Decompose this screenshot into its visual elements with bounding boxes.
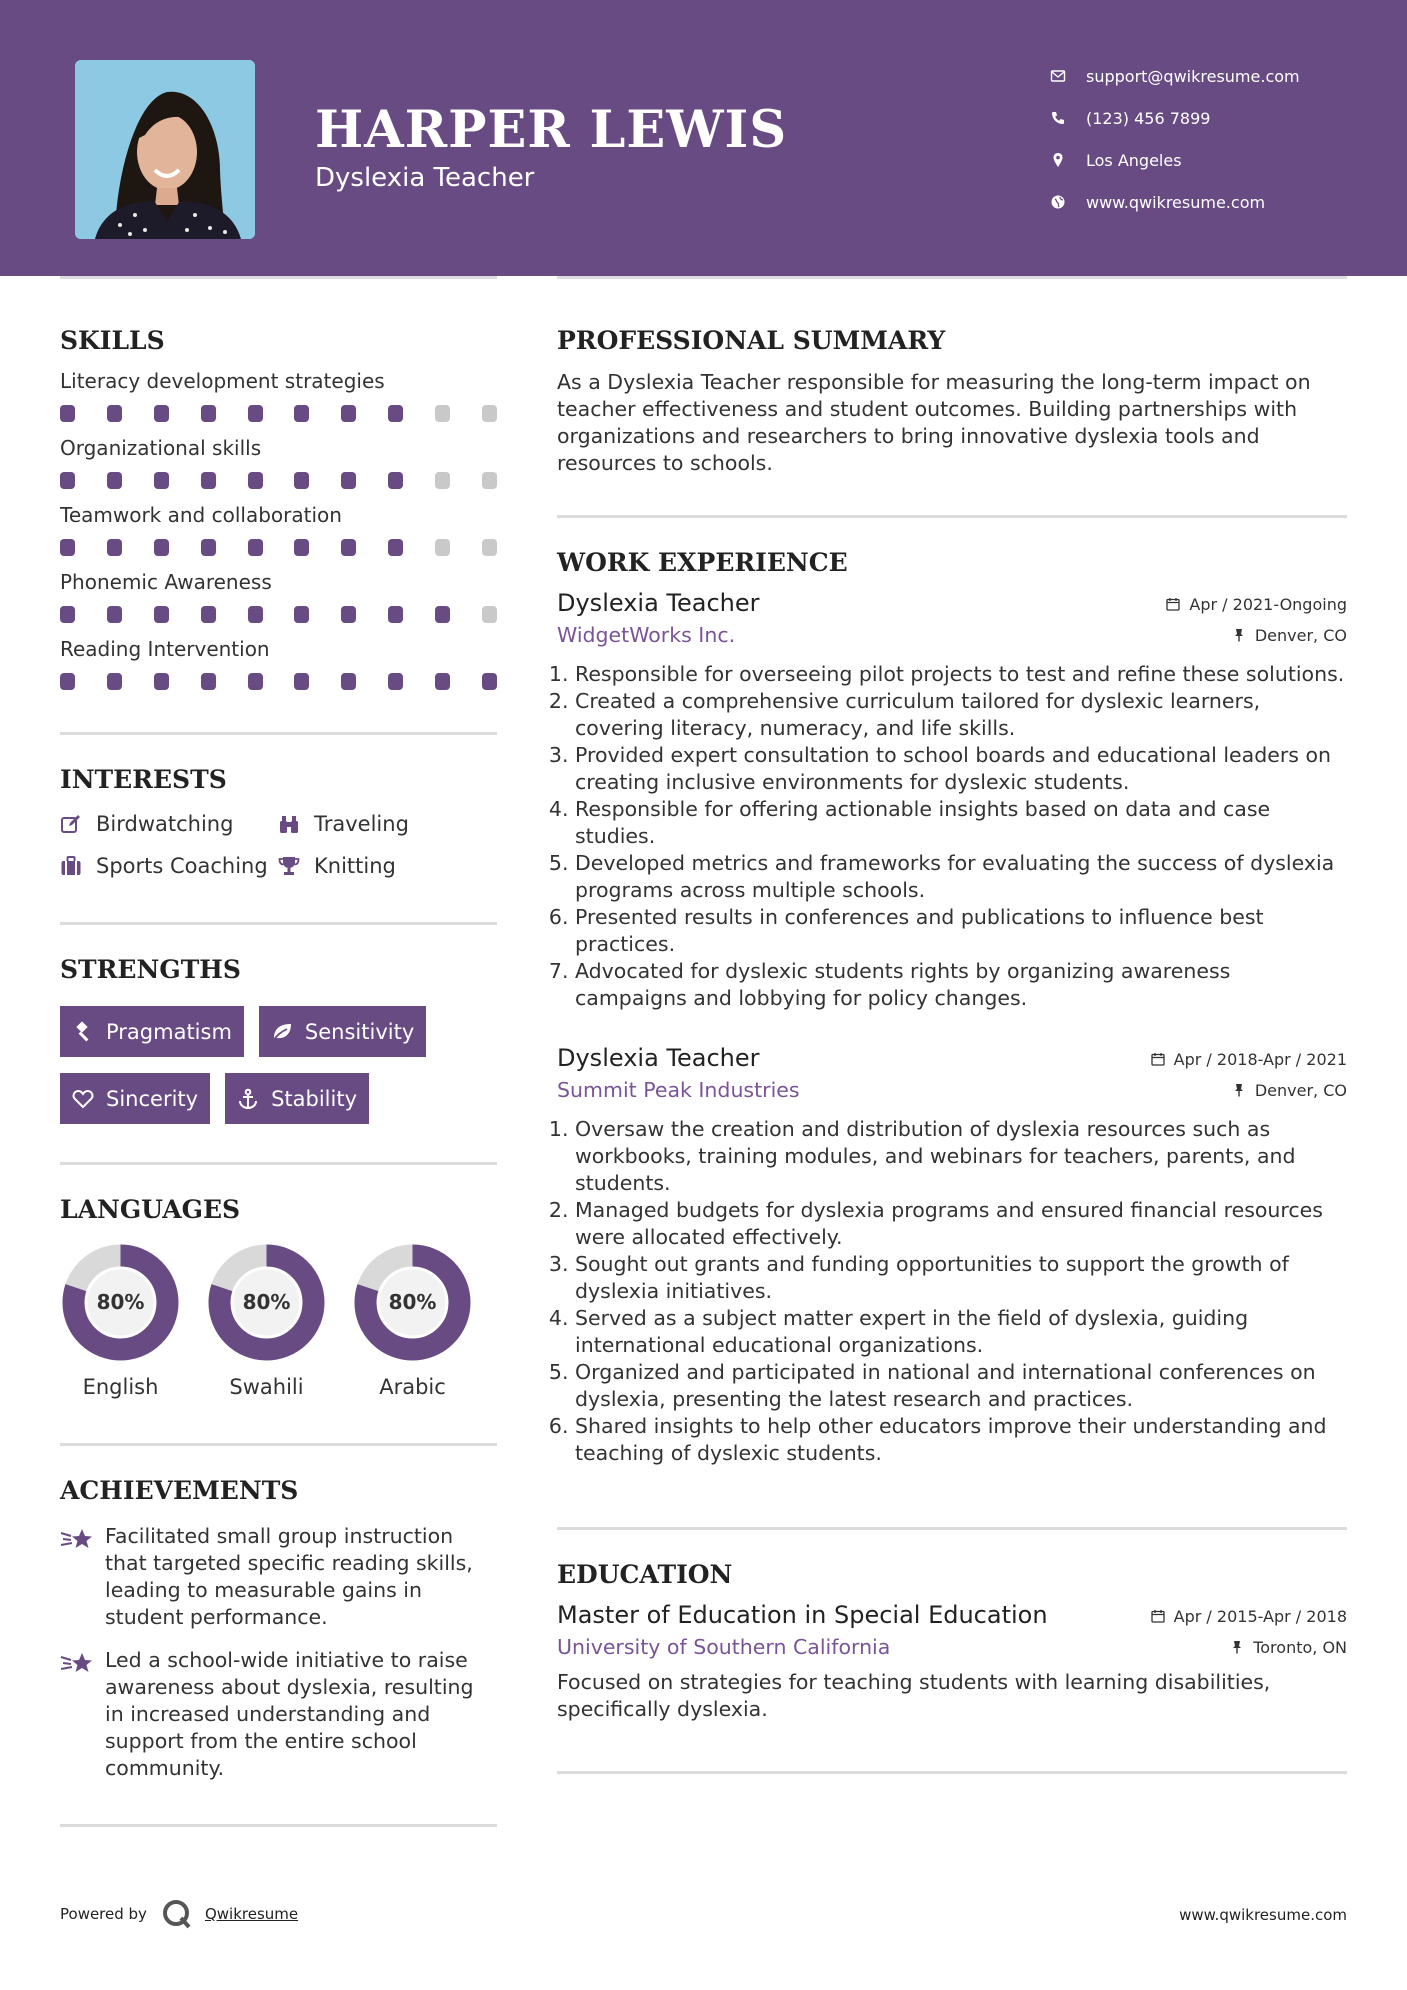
strengths-list bbox=[60, 1006, 480, 1124]
calendar-icon bbox=[1151, 1052, 1165, 1066]
skill-dot bbox=[294, 673, 309, 690]
job-head bbox=[557, 1044, 1347, 1072]
job-title: Dyslexia Teacher bbox=[557, 1044, 760, 1072]
divider bbox=[60, 1162, 497, 1165]
shooting-star-icon bbox=[60, 1523, 105, 1631]
job-duty: 6. Presented results in conferences and publications to influence best practices. bbox=[575, 904, 1347, 958]
strength-label: Sensitivity bbox=[304, 1019, 415, 1044]
skill-dot bbox=[341, 673, 356, 690]
skill-dot bbox=[201, 472, 216, 489]
skill-dot bbox=[60, 405, 75, 422]
skill-dot bbox=[60, 539, 75, 556]
divider bbox=[557, 1527, 1347, 1530]
skill-rating bbox=[60, 606, 497, 623]
skill-dot bbox=[154, 472, 169, 489]
summary-text: As a Dyslexia Teacher responsible for measuring the long-term impact on teacher effectiveness and student outcomes. Building partnerships with organizations and researchers to bring innovative dyslexia tools and resources to schools. bbox=[557, 370, 1311, 475]
interest-item bbox=[60, 854, 278, 878]
skill-dot bbox=[435, 405, 450, 422]
skill-dot bbox=[341, 539, 356, 556]
leaf-icon bbox=[271, 1021, 293, 1043]
envelope-icon bbox=[1050, 68, 1086, 84]
divider bbox=[60, 922, 497, 925]
achievements-title: ACHIEVEMENTS bbox=[60, 1476, 299, 1505]
shooting-star-icon bbox=[60, 1647, 105, 1782]
achievement-item bbox=[60, 1647, 497, 1782]
job-duty: 2. Created a comprehensive curriculum tailored for dyslexic learners, covering literacy, numeracy, and life skills. bbox=[575, 688, 1347, 742]
contact-phone[interactable] bbox=[1050, 97, 1300, 139]
skill-dot bbox=[248, 539, 263, 556]
job-duty: 6. Shared insights to help other educators improve their understanding and teaching of dyslexic students. bbox=[575, 1413, 1347, 1467]
candidate-role: Dyslexia Teacher bbox=[315, 163, 535, 193]
interest-label: Sports Coaching bbox=[96, 854, 268, 878]
contact-list bbox=[1050, 55, 1300, 223]
skill-dot bbox=[388, 539, 403, 556]
language-name: English bbox=[82, 1375, 159, 1399]
skill-dot bbox=[248, 472, 263, 489]
skill-rating bbox=[60, 539, 497, 556]
pushpin-icon bbox=[1230, 1640, 1244, 1654]
phone-icon bbox=[1050, 110, 1086, 126]
job-list bbox=[557, 589, 1347, 1467]
education-location-text: Toronto, ON bbox=[1253, 1637, 1347, 1657]
contact-location-text: Los Angeles bbox=[1086, 150, 1182, 170]
divider bbox=[60, 1443, 497, 1446]
job-duty: 3. Sought out grants and funding opportunities to support the growth of dyslexia initiatives. bbox=[575, 1251, 1347, 1305]
skill-dot bbox=[482, 539, 497, 556]
strength-label: Stability bbox=[271, 1086, 358, 1111]
strength-badge bbox=[225, 1073, 369, 1124]
divider bbox=[557, 1771, 1347, 1774]
skill-dot bbox=[435, 472, 450, 489]
skill-name: Literacy development strategies bbox=[60, 369, 385, 393]
skill-dot bbox=[388, 606, 403, 623]
footer-website[interactable]: www.qwikresume.com bbox=[1179, 1906, 1347, 1924]
language-percent: 80% bbox=[96, 1290, 145, 1314]
qwikresume-link[interactable]: Qwikresume bbox=[204, 1905, 299, 1923]
job-duties bbox=[557, 1116, 1347, 1467]
languages-section bbox=[60, 1195, 497, 1399]
skill-name: Teamwork and collaboration bbox=[60, 503, 342, 527]
skill-dot bbox=[60, 673, 75, 690]
divider bbox=[557, 515, 1347, 518]
contact-email[interactable] bbox=[1050, 55, 1300, 97]
skill-dot bbox=[248, 405, 263, 422]
skill-dot bbox=[154, 673, 169, 690]
strength-badge bbox=[259, 1006, 426, 1057]
skill-dot bbox=[248, 606, 263, 623]
job-duty: 5. Organized and participated in national and international conferences on dyslexia, presenting the latest research and practices. bbox=[575, 1359, 1347, 1413]
education-location bbox=[1230, 1638, 1347, 1657]
job-dates bbox=[1166, 595, 1347, 614]
skill-dot bbox=[107, 606, 122, 623]
contact-website-text: www.qwikresume.com bbox=[1086, 192, 1266, 212]
interest-item bbox=[278, 854, 478, 878]
job-subhead bbox=[557, 1078, 1347, 1102]
left-column bbox=[60, 276, 497, 1827]
languages-title: LANGUAGES bbox=[60, 1195, 241, 1224]
skill-dot bbox=[154, 606, 169, 623]
achievement-item bbox=[60, 1523, 497, 1631]
job-dates bbox=[1151, 1050, 1347, 1069]
qwikresume-logo-icon bbox=[161, 1898, 193, 1930]
skill-dot bbox=[201, 673, 216, 690]
interest-label: Knitting bbox=[314, 854, 396, 878]
job-dates-text: Apr / 2018-Apr / 2021 bbox=[1173, 1049, 1347, 1069]
skill-dot bbox=[107, 472, 122, 489]
job-duty: 7. Advocated for dyslexic students rights by organizing awareness campaigns and lobbying for policy changes. bbox=[575, 958, 1347, 1012]
job-company: WidgetWorks Inc. bbox=[557, 623, 736, 647]
job-duty: 2. Managed budgets for dyslexia programs and ensured financial resources were allocated effectively. bbox=[575, 1197, 1347, 1251]
skill-dot bbox=[107, 405, 122, 422]
skill-name: Phonemic Awareness bbox=[60, 570, 272, 594]
experience-section bbox=[557, 548, 1347, 1467]
divider bbox=[60, 1824, 497, 1827]
education-title: EDUCATION bbox=[557, 1560, 733, 1589]
education-school: University of Southern California bbox=[557, 1635, 891, 1659]
skill-dot bbox=[341, 472, 356, 489]
skill-dot bbox=[388, 405, 403, 422]
skill-dot bbox=[482, 472, 497, 489]
language-item bbox=[60, 1242, 181, 1399]
education-section bbox=[557, 1560, 1347, 1723]
pushpin-icon bbox=[1232, 628, 1246, 642]
contact-location bbox=[1050, 139, 1300, 181]
map-pin-icon bbox=[1050, 152, 1086, 168]
summary-title: PROFESSIONAL SUMMARY bbox=[557, 326, 946, 355]
skill-dot bbox=[248, 673, 263, 690]
skill-rating bbox=[60, 472, 497, 489]
skill-dot bbox=[482, 405, 497, 422]
language-name: Swahili bbox=[229, 1375, 304, 1399]
skill-dot bbox=[60, 606, 75, 623]
achievement-text: Facilitated small group instruction that targeted specific reading skills, leading to measurable gains in student performance. bbox=[105, 1524, 473, 1629]
achievements-section bbox=[60, 1476, 497, 1782]
strength-badge bbox=[60, 1006, 244, 1057]
gavel-icon bbox=[72, 1021, 94, 1043]
strengths-title: STRENGTHS bbox=[60, 955, 241, 984]
job-dates-text: Apr / 2021-Ongoing bbox=[1189, 594, 1347, 614]
skill-dot bbox=[60, 472, 75, 489]
language-ring bbox=[206, 1242, 327, 1363]
job-duty: 1. Oversaw the creation and distribution of dyslexia resources such as workbooks, training modules, and webinars for teachers, parents, and students. bbox=[575, 1116, 1347, 1197]
language-percent: 80% bbox=[242, 1290, 291, 1314]
skill-dot bbox=[482, 606, 497, 623]
skill-dot bbox=[294, 472, 309, 489]
skill-dot bbox=[294, 405, 309, 422]
job-location-text: Denver, CO bbox=[1254, 1080, 1347, 1100]
job-duty: 5. Developed metrics and frameworks for evaluating the success of dyslexia programs across multiple schools. bbox=[575, 850, 1347, 904]
divider bbox=[557, 276, 1347, 279]
summary-section bbox=[557, 326, 1347, 477]
language-item bbox=[206, 1242, 327, 1399]
interests-section bbox=[60, 765, 497, 878]
strength-label: Pragmatism bbox=[106, 1019, 232, 1044]
job-subhead bbox=[557, 623, 1347, 647]
suitcase-icon bbox=[60, 855, 96, 877]
skill-name: Organizational skills bbox=[60, 436, 262, 460]
strength-badge bbox=[60, 1073, 210, 1124]
skills-title: SKILLS bbox=[60, 326, 165, 355]
languages-list bbox=[60, 1242, 497, 1399]
pencil-square-icon bbox=[60, 813, 96, 835]
language-percent: 80% bbox=[388, 1290, 437, 1314]
powered-by-text: Powered by bbox=[60, 1905, 147, 1923]
education-degree: Master of Education in Special Education bbox=[557, 1601, 1048, 1629]
skill-dot bbox=[435, 673, 450, 690]
skill-dot bbox=[435, 539, 450, 556]
resume-header bbox=[0, 0, 1407, 276]
divider bbox=[60, 276, 497, 279]
skill-name: Reading Intervention bbox=[60, 637, 270, 661]
skill-dot bbox=[107, 673, 122, 690]
job-location-text: Denver, CO bbox=[1254, 625, 1347, 645]
trophy-icon bbox=[278, 855, 314, 877]
job-duty: 3. Provided expert consultation to school boards and educational leaders on creating inclusive environments for dyslexic students. bbox=[575, 742, 1347, 796]
skill-dot bbox=[388, 472, 403, 489]
education-description: Focused on strategies for teaching students with learning disabilities, specifically dyslexia. bbox=[557, 1670, 1271, 1721]
globe-icon bbox=[1050, 194, 1086, 210]
skills-list bbox=[60, 369, 497, 690]
skill-dot bbox=[294, 606, 309, 623]
achievement-text: Led a school-wide initiative to raise awareness about dyslexia, resulting in increased understanding and support from the entire school community. bbox=[105, 1648, 474, 1780]
interests-title: INTERESTS bbox=[60, 765, 227, 794]
skill-dot bbox=[201, 539, 216, 556]
skill-dot bbox=[341, 606, 356, 623]
experience-title: WORK EXPERIENCE bbox=[557, 548, 848, 577]
interest-item bbox=[60, 812, 278, 836]
job-head bbox=[557, 589, 1347, 617]
divider bbox=[60, 732, 497, 735]
skill-dot bbox=[435, 606, 450, 623]
binoculars-icon bbox=[278, 813, 314, 835]
footer-powered bbox=[60, 1898, 298, 1930]
contact-email-text: support@qwikresume.com bbox=[1086, 66, 1300, 86]
interest-item bbox=[278, 812, 478, 836]
job-duties bbox=[557, 661, 1347, 1012]
right-column bbox=[557, 276, 1347, 1774]
interest-label: Traveling bbox=[314, 812, 409, 836]
skill-dot bbox=[107, 539, 122, 556]
job-location bbox=[1232, 626, 1347, 645]
heart-icon bbox=[72, 1088, 94, 1110]
skill-rating bbox=[60, 405, 497, 422]
contact-website[interactable] bbox=[1050, 181, 1300, 223]
job-company: Summit Peak Industries bbox=[557, 1078, 800, 1102]
calendar-icon bbox=[1151, 1609, 1165, 1623]
skill-dot bbox=[482, 673, 497, 690]
language-ring bbox=[60, 1242, 181, 1363]
job-duty: 4. Served as a subject matter expert in the field of dyslexia, guiding international educational organizations. bbox=[575, 1305, 1347, 1359]
interest-label: Birdwatching bbox=[96, 812, 234, 836]
education-head bbox=[557, 1601, 1347, 1629]
interests-list bbox=[60, 812, 497, 878]
job-duty: 4. Responsible for offering actionable insights based on data and case studies. bbox=[575, 796, 1347, 850]
job-entry bbox=[557, 1044, 1347, 1467]
job-entry bbox=[557, 589, 1347, 1012]
skill-dot bbox=[341, 405, 356, 422]
job-duty: 1. Responsible for overseeing pilot projects to test and refine these solutions. bbox=[575, 661, 1347, 688]
skill-dot bbox=[201, 405, 216, 422]
strengths-section bbox=[60, 955, 497, 1124]
language-name: Arabic bbox=[379, 1375, 446, 1399]
language-item bbox=[352, 1242, 473, 1399]
education-dates-text: Apr / 2015-Apr / 2018 bbox=[1173, 1606, 1347, 1626]
language-ring bbox=[352, 1242, 473, 1363]
contact-phone-text: (123) 456 7899 bbox=[1086, 108, 1211, 128]
skill-rating bbox=[60, 673, 497, 690]
education-subhead bbox=[557, 1635, 1347, 1659]
candidate-name: HARPER LEWIS bbox=[315, 100, 788, 160]
education-dates bbox=[1151, 1607, 1347, 1626]
skill-dot bbox=[294, 539, 309, 556]
skills-section bbox=[60, 326, 497, 690]
anchor-icon bbox=[237, 1088, 259, 1110]
profile-photo bbox=[75, 60, 255, 239]
job-location bbox=[1232, 1081, 1347, 1100]
skill-dot bbox=[154, 405, 169, 422]
calendar-icon bbox=[1166, 597, 1180, 611]
skill-dot bbox=[201, 606, 216, 623]
strength-label: Sincerity bbox=[106, 1086, 199, 1111]
pushpin-icon bbox=[1232, 1083, 1246, 1097]
skill-dot bbox=[388, 673, 403, 690]
job-title: Dyslexia Teacher bbox=[557, 589, 760, 617]
skill-dot bbox=[154, 539, 169, 556]
